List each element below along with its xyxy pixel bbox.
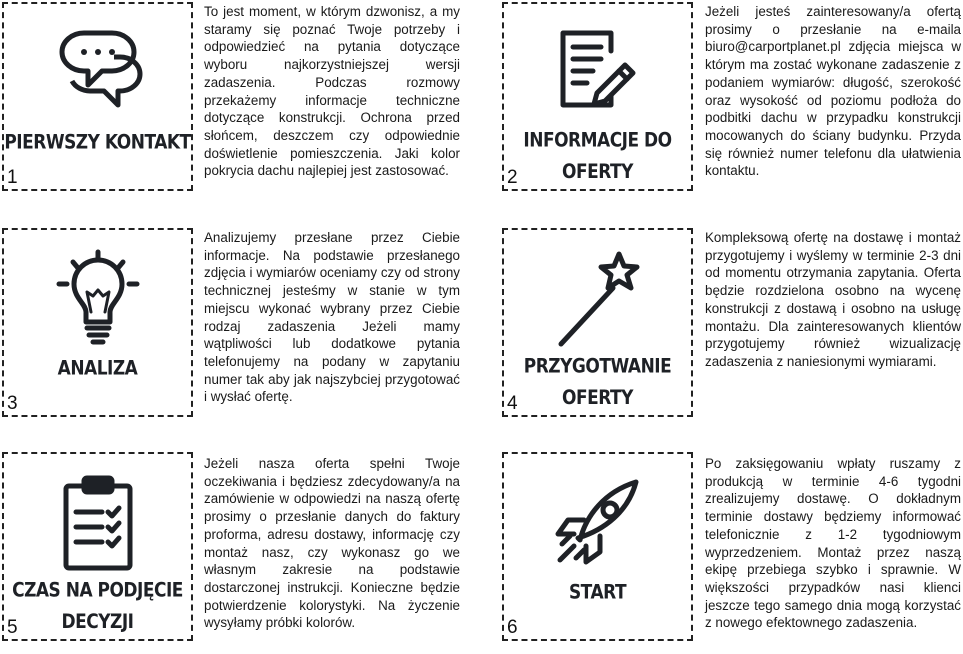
step-number: 6 [507,617,518,638]
step-5-box [2,452,193,641]
step-3-description: Analizujemy przesłane przez Ciebie informacje. Na podstawie przesłanego zdjęcia i wymiarów oceniamy czy od strony technicznej jesteśmy w stanie w tym miejscu wykonać wybrany przez Ciebie rodzaj zadaszenia Jeżeli mamy wątpliwości lub dodatkowe pytania telefonujemy na podany w zapytaniu numer tak aby jak najszybciej przygotować i wysłać ofertę. [204,230,460,405]
step-number: 1 [7,167,18,188]
step-number: 5 [7,617,18,638]
step-title: INFORMACJE DO OFERTY [523,129,672,184]
step-1-box [2,2,193,191]
step-title: PRZYGOTWANIE OFERTY [523,355,672,410]
step-title: CZAS NA PODJĘCIE DECYZJI [12,579,183,634]
step-4-description: Kompleksową ofertę na dostawę i montaż przygotujemy i wyślemy w terminie 2-3 dni od momentu otrzymania zapytania. Oferta będzie rozdzielona osobno na wycenę konstrukcji z dostawą i osobno na usługę montażu. Dla zainteresowanych klientów przygotujemy również wizualizację zadaszenia z naniesionymi wymiarami. [705,230,961,369]
step-number: 2 [507,167,518,188]
step-1-description: To jest moment, w którym dzwonisz, a my staramy się poznać Twoje potrzeby i odpowiedzieć na pytania dotyczące wyboru najkorzystniejszej wersji zadaszenia. Podczas rozmowy przekażemy informacje techniczne dotyczące konstrukcji. Ochrona przed słońcem, deszczem czy odpowiednie doświetlenie pomieszczenia. Jaki kolor pokrycia dachu najlepiej jest zastosować. [204,4,460,179]
step-2-description: Jeżeli jesteś zainteresowany/a ofertą prosimy o przesłanie na e-maila biuro@carportplanet.pl zdjęcia miejsca w którym ma zostać wykonane zadaszenie z podaniem wymiarów: długość, szerokość oraz wysokość od poziomu podłoża do podbitki dachu w przypadku konstrukcji mocowanych do ściany budynku. Przyda się również numer telefonu dla ułatwienia kontaktu. [705,4,961,179]
step-6-box [502,452,693,641]
step-3-box [2,228,193,417]
step-title: ANALIZA [57,357,138,381]
step-5-description: Jeżeli nasza oferta spełni Twoje oczekiwania i będziesz zdecydowany/a na zamówienie w odpowiedzi na naszą ofertę prosimy o przesłanie danych do faktury proforma, adresu dostawy, informację czy montaż nasz, czy wykonasz go we własnym zakresie na podstawie dostarczonej instrukcji. Konieczne będzie potwierdzenie kolorystyki. Na życzenie wysyłamy próbki kolorów. [204,456,460,631]
document-pen-icon [548,22,648,122]
step-title: START [568,581,627,605]
light-bulb-icon [48,248,148,348]
rocket-icon [548,472,648,572]
step-2-box [502,2,693,191]
magic-wand-icon [548,248,648,348]
step-number: 4 [507,393,518,414]
step-4-box [502,228,693,417]
speech-bubbles-icon [48,22,148,122]
clipboard-checklist-icon [48,472,148,572]
step-number: 3 [7,393,18,414]
step-6-description: Po zaksięgowaniu wpłaty ruszamy z produkcją w terminie 4-6 tygodni zrealizujemy dostawę. O dokładnym terminie dostawy będziemy informować telefonicznie z 1-2 tygodniowym wyprzedzeniem. Montaż przez naszą ekipę przebiega szybko i sprawnie. W większości przypadków nasi klienci jeszcze tego samego dnia mogą korzystać z nowego efektownego zadaszenia. [705,456,961,631]
step-title: PIERWSZY KONTAKT [4,131,191,155]
